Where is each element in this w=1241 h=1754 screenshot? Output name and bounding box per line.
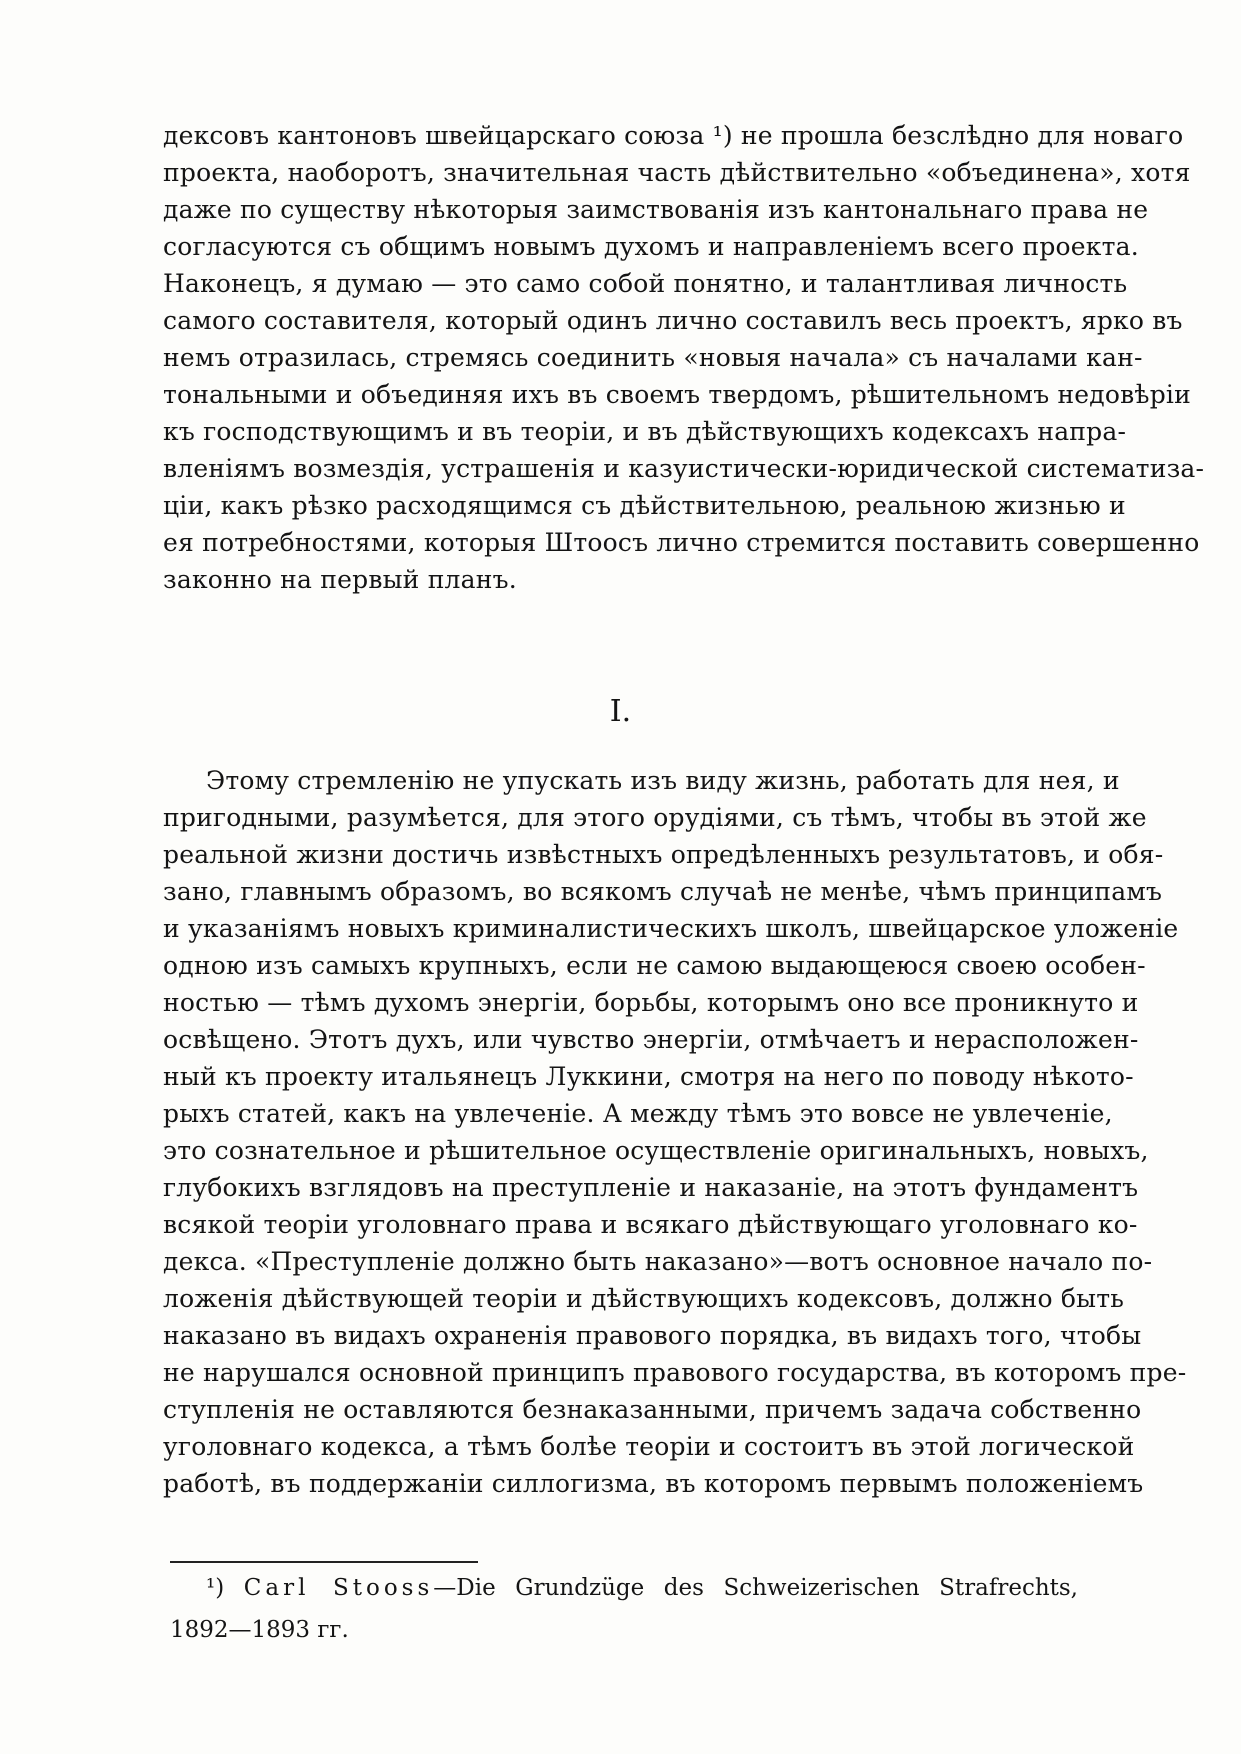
text-line: глубокихъ взглядовъ на преступленіе и наказаніе, на этотъ фундаментъ (163, 1173, 1139, 1202)
footnote-title: —Die Grundzüge des Schweizerischen Strafrechts, (433, 1575, 1078, 1601)
text-line: Этому стремленію не упускать изъ виду жизнь, работать для нея, и (206, 766, 1120, 795)
text-line: уголовнаго кодекса, а тѣмъ болѣе теоріи и состоитъ въ этой логической (163, 1432, 1135, 1461)
text-line: къ господствующимъ и въ теоріи, и въ дѣйствующихъ кодексахъ напра- (163, 417, 1127, 446)
text-line: освѣщено. Этотъ духъ, или чувство энергіи, отмѣчаетъ и нерасположен- (163, 1025, 1139, 1054)
text-line: ный къ проекту итальянецъ Луккини, смотря на него по поводу нѣкото- (163, 1062, 1134, 1091)
footnote-author: Carl Stooss (243, 1575, 434, 1601)
footnote-divider (170, 1561, 478, 1563)
text-line: вленіямъ возмездія, устрашенія и казуистически-юридической систематиза- (163, 454, 1205, 483)
footnote-marker: ¹) (206, 1575, 225, 1601)
text-line: Наконецъ, я думаю — это само собой понятно, и талантливая личность (163, 269, 1128, 298)
footnote-line (206, 1570, 1078, 1606)
text-line: рыхъ статей, какъ на увлеченіе. А между тѣмъ это вовсе не увлеченіе, (163, 1099, 1113, 1128)
text-line: ностью — тѣмъ духомъ энергіи, борьбы, которымъ оно все проникнуто и (163, 988, 1139, 1017)
text-line: не нарушался основной принципъ правового государства, въ которомъ пре- (163, 1358, 1187, 1387)
section-heading: I. (609, 694, 632, 729)
text-line: проекта, наоборотъ, значительная часть дѣйствительно «объединена», хотя (163, 158, 1191, 187)
text-line: работѣ, въ поддержаніи силлогизма, въ которомъ первымъ положеніемъ (163, 1469, 1144, 1498)
text-line: тональными и объединяя ихъ въ своемъ твердомъ, рѣшительномъ недовѣріи (163, 380, 1191, 409)
text-line: ея потребностями, которыя Штоосъ лично стремится поставить совершенно (163, 528, 1200, 557)
text-line: одною изъ самыхъ крупныхъ, если не самою выдающеюся своею особен- (163, 951, 1146, 980)
text-line: даже по существу нѣкоторыя заимствованія изъ кантональнаго права не (163, 195, 1149, 224)
text-line: ціи, какъ рѣзко расходящимся съ дѣйствительною, реальною жизнью и (163, 491, 1126, 520)
text-line: пригодными, разумѣется, для этого орудіями, съ тѣмъ, чтобы въ этой же (163, 803, 1147, 832)
text-line: согласуются съ общимъ новымъ духомъ и направленіемъ всего проекта. (163, 232, 1139, 261)
text-line: декса. «Преступленіе должно быть наказано»—вотъ основное начало по- (163, 1247, 1153, 1276)
text-line: и указаніямъ новыхъ криминалистическихъ школъ, швейцарское уложеніе (163, 914, 1179, 943)
text-line: всякой теоріи уголовнаго права и всякаго дѣйствующаго уголовнаго ко- (163, 1210, 1138, 1239)
footnote-years: 1892—1893 гг. (170, 1617, 349, 1643)
text-line: ложенія дѣйствующей теоріи и дѣйствующихъ кодексовъ, должно быть (163, 1284, 1125, 1313)
text-line: это сознательное и рѣшительное осуществленіе оригинальныхъ, новыхъ, (163, 1136, 1149, 1165)
text-line: ступленія не оставляются безнаказанными, причемъ задача собственно (163, 1395, 1142, 1424)
text-line: дексовъ кантоновъ швейцарскаго союза ¹) не прошла безслѣдно для новаго (163, 121, 1184, 150)
text-line: реальной жизни достичь извѣстныхъ опредѣленныхъ результатовъ, и обя- (163, 840, 1164, 869)
text-line: зано, главнымъ образомъ, во всякомъ случаѣ не менѣе, чѣмъ принципамъ (163, 877, 1163, 906)
text-line: законно на первый планъ. (163, 565, 517, 594)
text-line: немъ отразилась, стремясь соединить «новыя начала» съ началами кан- (163, 343, 1143, 372)
text-line: самого составителя, который одинъ лично составилъ весь проектъ, ярко въ (163, 306, 1183, 335)
text-line: наказано въ видахъ охраненія правового порядка, въ видахъ того, чтобы (163, 1321, 1142, 1350)
